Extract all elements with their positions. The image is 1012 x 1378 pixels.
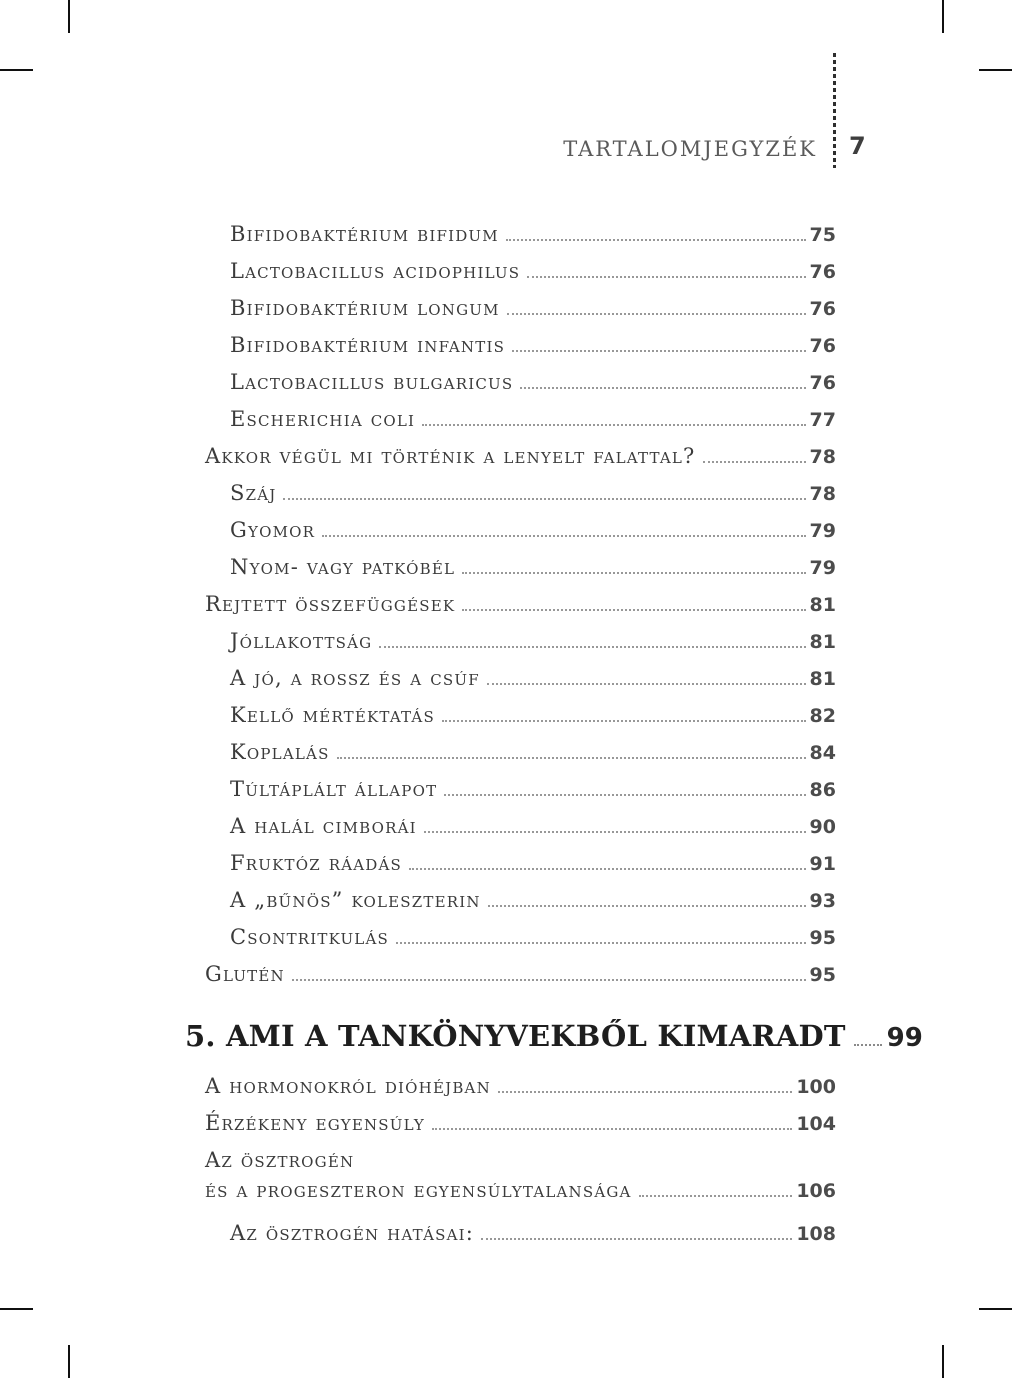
toc-entry-label: Nyom- vagy patkóbél bbox=[230, 555, 456, 579]
dotted-leader bbox=[527, 274, 805, 278]
toc-entry-page-number: 84 bbox=[809, 742, 836, 764]
toc-entry-row bbox=[205, 586, 836, 623]
toc-entry-label: Száj bbox=[230, 481, 277, 505]
toc-entry-label: A „bűnös” koleszterin bbox=[230, 888, 481, 912]
dotted-leader bbox=[442, 718, 806, 722]
toc-entry-row bbox=[205, 327, 836, 364]
dotted-leader bbox=[703, 459, 806, 463]
toc-entry-page-number: 81 bbox=[809, 631, 836, 653]
dotted-leader bbox=[520, 385, 805, 389]
toc-entry-row bbox=[205, 1105, 836, 1142]
toc-entry-label: A halál cimborái bbox=[230, 814, 417, 838]
dotted-leader bbox=[854, 1042, 882, 1046]
toc-entry-page-number: 79 bbox=[809, 520, 836, 542]
toc-entry-page-number: 99 bbox=[886, 1023, 923, 1053]
toc-entry-row bbox=[205, 1068, 836, 1105]
dotted-leader bbox=[409, 866, 806, 870]
dotted-leader bbox=[292, 977, 806, 981]
toc-entry-row bbox=[205, 660, 836, 697]
toc-entry-row bbox=[205, 1144, 836, 1176]
dotted-leader bbox=[396, 940, 806, 944]
toc-entry-label: Csontritkulás bbox=[230, 925, 389, 949]
toc-entry-row bbox=[205, 1215, 836, 1252]
toc-entry-multiline bbox=[205, 1144, 836, 1206]
toc-entry-row bbox=[205, 364, 836, 401]
toc-entry-page-number: 78 bbox=[809, 446, 836, 468]
dotted-leader bbox=[639, 1193, 793, 1197]
toc-entry-label: Jóllakottság bbox=[230, 629, 373, 653]
toc-entry-page-number: 106 bbox=[796, 1180, 836, 1202]
toc-entry-page-number: 100 bbox=[796, 1076, 836, 1098]
dotted-leader bbox=[462, 570, 805, 574]
toc-entry-page-number: 76 bbox=[809, 335, 836, 357]
toc-entry-row bbox=[205, 438, 836, 475]
dotted-leader bbox=[481, 1236, 792, 1240]
toc-entry-page-number: 104 bbox=[796, 1113, 836, 1135]
page-number: 7 bbox=[849, 132, 866, 160]
crop-mark-bottom-left-vertical bbox=[68, 1345, 70, 1378]
toc-entry-page-number: 76 bbox=[809, 261, 836, 283]
toc-entry-page-number: 82 bbox=[809, 705, 836, 727]
dotted-leader bbox=[488, 903, 806, 907]
toc-entry-row bbox=[205, 1176, 836, 1206]
crop-mark-top-left-vertical bbox=[68, 0, 70, 33]
crop-mark-top-left-horizontal bbox=[0, 69, 33, 71]
toc-entry-row bbox=[205, 882, 836, 919]
toc-entry-page-number: 81 bbox=[809, 594, 836, 616]
dotted-leader bbox=[432, 1126, 792, 1130]
toc-entry-row bbox=[205, 919, 836, 956]
toc-entry-label: Túltáplált állapot bbox=[230, 777, 438, 801]
dotted-leader bbox=[462, 607, 805, 611]
toc-entry-label: Glutén bbox=[205, 962, 285, 986]
toc-list bbox=[185, 216, 923, 1252]
dotted-leader bbox=[322, 533, 805, 537]
toc-entry-page-number: 81 bbox=[809, 668, 836, 690]
toc-entry-page-number: 108 bbox=[796, 1223, 836, 1245]
toc-entry-row bbox=[205, 623, 836, 660]
toc-entry-label: Koplalás bbox=[230, 740, 330, 764]
toc-entry-page-number: 90 bbox=[809, 816, 836, 838]
toc-entry-label: Az ösztrogén hatásai: bbox=[230, 1221, 475, 1245]
toc-entry-page-number: 93 bbox=[809, 890, 836, 912]
toc-entry-row bbox=[205, 290, 836, 327]
dotted-leader bbox=[444, 792, 805, 796]
toc-entry-label: és a progeszteron egyensúlytalansága bbox=[205, 1178, 632, 1202]
toc-entry-page-number: 76 bbox=[809, 372, 836, 394]
toc-entry-page-number: 79 bbox=[809, 557, 836, 579]
toc-entry-row bbox=[205, 734, 836, 771]
dotted-leader bbox=[498, 1089, 792, 1093]
toc-entry-label: Kellő mértéktatás bbox=[230, 703, 435, 727]
running-header-title: TARTALOMJEGYZÉK bbox=[563, 137, 817, 161]
toc-entry-page-number: 95 bbox=[809, 964, 836, 986]
toc-entry-label: Az ösztrogén bbox=[205, 1148, 355, 1172]
toc-entry-page-number: 91 bbox=[809, 853, 836, 875]
toc-entry-label: Bifidobaktérium infantis bbox=[230, 333, 506, 357]
toc-chapter-row bbox=[185, 1013, 923, 1061]
toc-entry-label: Érzékeny egyensúly bbox=[205, 1111, 425, 1135]
toc-entry-label: Bifidobaktérium longum bbox=[230, 296, 500, 320]
toc-entry-label: A jó, a rossz és a csúf bbox=[230, 666, 480, 690]
dotted-leader bbox=[424, 829, 806, 833]
toc-entry-row bbox=[205, 475, 836, 512]
toc-entry-row bbox=[205, 549, 836, 586]
toc-entry-page-number: 78 bbox=[809, 483, 836, 505]
toc-entry-label: Fruktóz ráadás bbox=[230, 851, 403, 875]
toc-entry-row bbox=[205, 771, 836, 808]
toc-entry-label: Gyomor bbox=[230, 518, 316, 542]
dotted-leader bbox=[506, 237, 806, 241]
toc-entry-row bbox=[205, 512, 836, 549]
crop-mark-bottom-left-horizontal bbox=[0, 1308, 33, 1310]
toc-entry-row bbox=[205, 253, 836, 290]
toc-chapter-label: 5. AMI A TANKÖNYVEKBŐL KIMARADT bbox=[185, 1019, 846, 1053]
toc-entry-row bbox=[205, 956, 836, 993]
toc-entry-page-number: 76 bbox=[809, 298, 836, 320]
dotted-leader bbox=[337, 755, 806, 759]
toc-entry-row bbox=[205, 808, 836, 845]
toc-entry-label: Rejtett összefüggések bbox=[205, 592, 456, 616]
dotted-leader bbox=[283, 496, 805, 500]
toc-entry-page-number: 77 bbox=[809, 409, 836, 431]
toc-entry-page-number: 95 bbox=[809, 927, 836, 949]
toc-entry-row bbox=[205, 216, 836, 253]
crop-mark-top-right-vertical bbox=[942, 0, 944, 33]
dotted-leader bbox=[422, 422, 805, 426]
toc-entry-label: Bifidobaktérium bifidum bbox=[230, 222, 499, 246]
toc-entry-page-number: 75 bbox=[809, 224, 836, 246]
toc-entry-label: Akkor végül mi történik a lenyelt falattal? bbox=[205, 444, 696, 468]
crop-mark-bottom-right-horizontal bbox=[979, 1308, 1012, 1310]
toc-entry-label: Lactobacillus acidophilus bbox=[230, 259, 521, 283]
dotted-leader bbox=[507, 311, 806, 315]
toc-entry-row bbox=[205, 697, 836, 734]
header-dotted-rule bbox=[833, 53, 836, 168]
toc-entry-page-number: 86 bbox=[809, 779, 836, 801]
toc-entry-row bbox=[205, 845, 836, 882]
toc-entry-label: Escherichia coli bbox=[230, 407, 416, 431]
dotted-leader bbox=[487, 681, 806, 685]
toc-entry-label: A hormonokról dióhéjban bbox=[205, 1074, 491, 1098]
crop-mark-bottom-right-vertical bbox=[942, 1345, 944, 1378]
dotted-leader bbox=[512, 348, 806, 352]
toc-entry-label: Lactobacillus bulgaricus bbox=[230, 370, 514, 394]
dotted-leader bbox=[379, 644, 805, 648]
toc-entry-row bbox=[205, 401, 836, 438]
crop-mark-top-right-horizontal bbox=[979, 69, 1012, 71]
